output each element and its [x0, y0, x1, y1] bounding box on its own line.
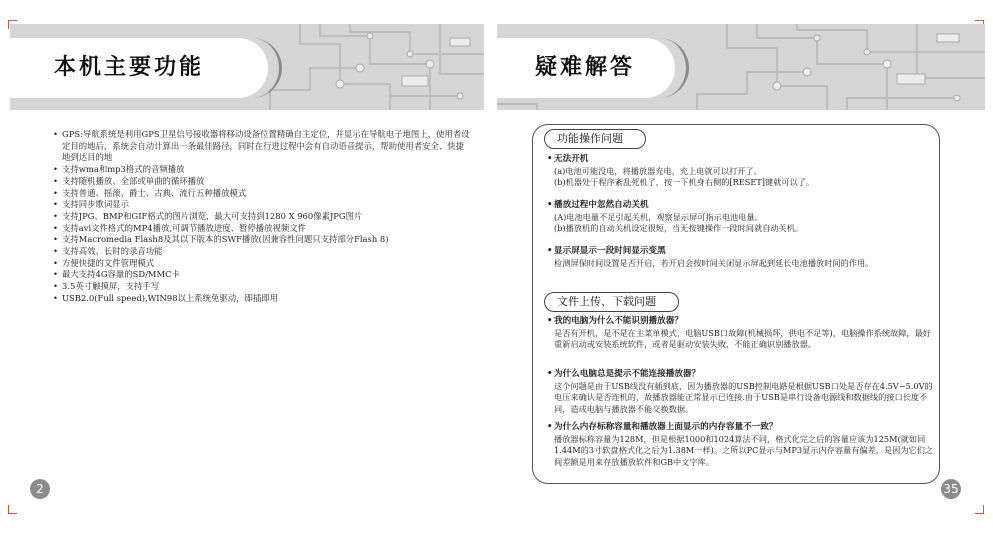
faq-item: [547, 245, 939, 269]
faq-answer: [554, 258, 939, 269]
faq-question: • 为什么内存标称容量和播放器上面显示的内存容量不一致？: [547, 421, 939, 433]
faq-question: • 显示屏显示一段时间显示变黑: [547, 245, 939, 257]
answer-line: 这个问题是由于USB线没有插到底，因为播放器的USB控制电路是根据USB口处是否存在4.5V~5.0V的电压来确认是否连机的，故播放器能正常显示已连接.由于USB是串行设备电源线和数据线的接口长度不同，造成电脑与播放器不能交换数据。: [554, 381, 933, 414]
list-item: • 支持随机播放、全部或单曲的循环播放: [52, 176, 470, 188]
list-item: • 支持avi文件格式的MP4播放,可调节播放进度、暂停播放视频文件: [52, 223, 470, 235]
answer-line: (a)电池可能没电，将播放器充电，充上电就可以打开了。: [554, 166, 762, 176]
answer-line: 播放器标称容量为128M，但是根据1000和1024算法不同，格式化完之后的容量应该为125M(就如同1.44M的3寸软盘格式化之后为1.38M一样)。之所以PC显示与MP3显示内存容量有偏差，是因为它们之间差额是用来存放播放软件和GB中文字库。: [554, 434, 934, 467]
answer-line: (b)播放机的自动关机设定很短，当无按键操作一段时间就自动关机。: [554, 223, 804, 234]
faq-answer: [554, 434, 939, 468]
faq-question: • 播放过程中忽然自动关机: [547, 199, 939, 211]
crop-mark: [975, 505, 984, 514]
faq-item: [547, 368, 939, 415]
list-item: • 支持wma和mp3格式的音频播放: [52, 164, 470, 176]
left-page-banner: [10, 24, 484, 110]
list-item: • 最大支持4G容量的SD/MMC卡: [52, 269, 470, 281]
faq-question: • 为什么电脑总是提示不能连接播放器？: [547, 368, 939, 380]
page-number: 35: [941, 479, 961, 499]
faq-answer: [554, 381, 939, 415]
list-item: • 支持Macromedia Flash8及其以下版本的SWF播放(因兼容性问题只支持部分Flash 8): [52, 234, 470, 246]
faq-item: [547, 315, 939, 351]
faq-question: • 无法开机: [547, 153, 939, 165]
list-item: • GPS:导航系统是利用GPS卫星信号接收器将移动设备位置精确自主定位，并显示在导航电子地图上，使用者设定目的地后，系统会自动计算出一条最佳路径，同时在行进过程中会有自动语音提示，帮助使用者安全、快捷地到达目的地: [52, 129, 470, 164]
list-item: • USB2.0(Full speed),WIN98以上系统免驱动，即插即用: [52, 293, 470, 305]
list-item: • 支持同步歌词显示: [52, 199, 470, 211]
section-heading-file-transfer: 文件上传、下载问题: [544, 292, 679, 312]
crop-mark: [8, 505, 17, 514]
feature-list: [52, 129, 470, 305]
section-heading-function: 功能操作问题: [544, 129, 646, 149]
faq-item: [547, 199, 939, 235]
answer-line: 检测屏保时间设置是否开启，若开启会按时间关闭显示屏起到延长电池播放时间的作用。: [554, 258, 874, 268]
faq-item: [547, 153, 939, 189]
list-item: • 方便快捷的文件管理模式: [52, 258, 470, 270]
answer-line: (A)电池电量不足引起关机，观察显示屏可指示电池电量。: [554, 212, 763, 222]
right-page-banner: [497, 24, 985, 110]
page-title: 本机主要功能: [54, 55, 205, 80]
list-item: • 支持JPG、BMP和GIF格式的图片浏览，最大可支持到1280 X 960像素JPG图片: [52, 211, 470, 223]
page-title: 疑难解答: [535, 55, 636, 80]
faq-answer: [554, 328, 939, 351]
page-number: 2: [30, 479, 50, 499]
faq-answer: [554, 212, 939, 235]
list-item: • 3.5英寸触摸屏，支持手写: [52, 281, 470, 293]
faq-item: [547, 421, 939, 468]
list-item: • 支持高效、长时的录音功能: [52, 246, 470, 258]
answer-line: (b)机器处于程序紊乱死机了，按一下机身右侧的[RESET]键就可以了。: [554, 177, 815, 188]
list-item: • 支持普通、摇滚、爵士、古典、流行五种播放模式: [52, 188, 470, 200]
faq-answer: [554, 166, 939, 189]
faq-question: • 我的电脑为什么不能识别播放器？: [547, 315, 939, 327]
answer-line: 是否有开机，是不是在主菜单模式，电脑USB口故障(机械损坏，供电不足等)，电脑操作系统故障，最好重新启动或安装系统软件，或者是驱动安装失败，不能正确识别播放器。: [554, 328, 931, 350]
